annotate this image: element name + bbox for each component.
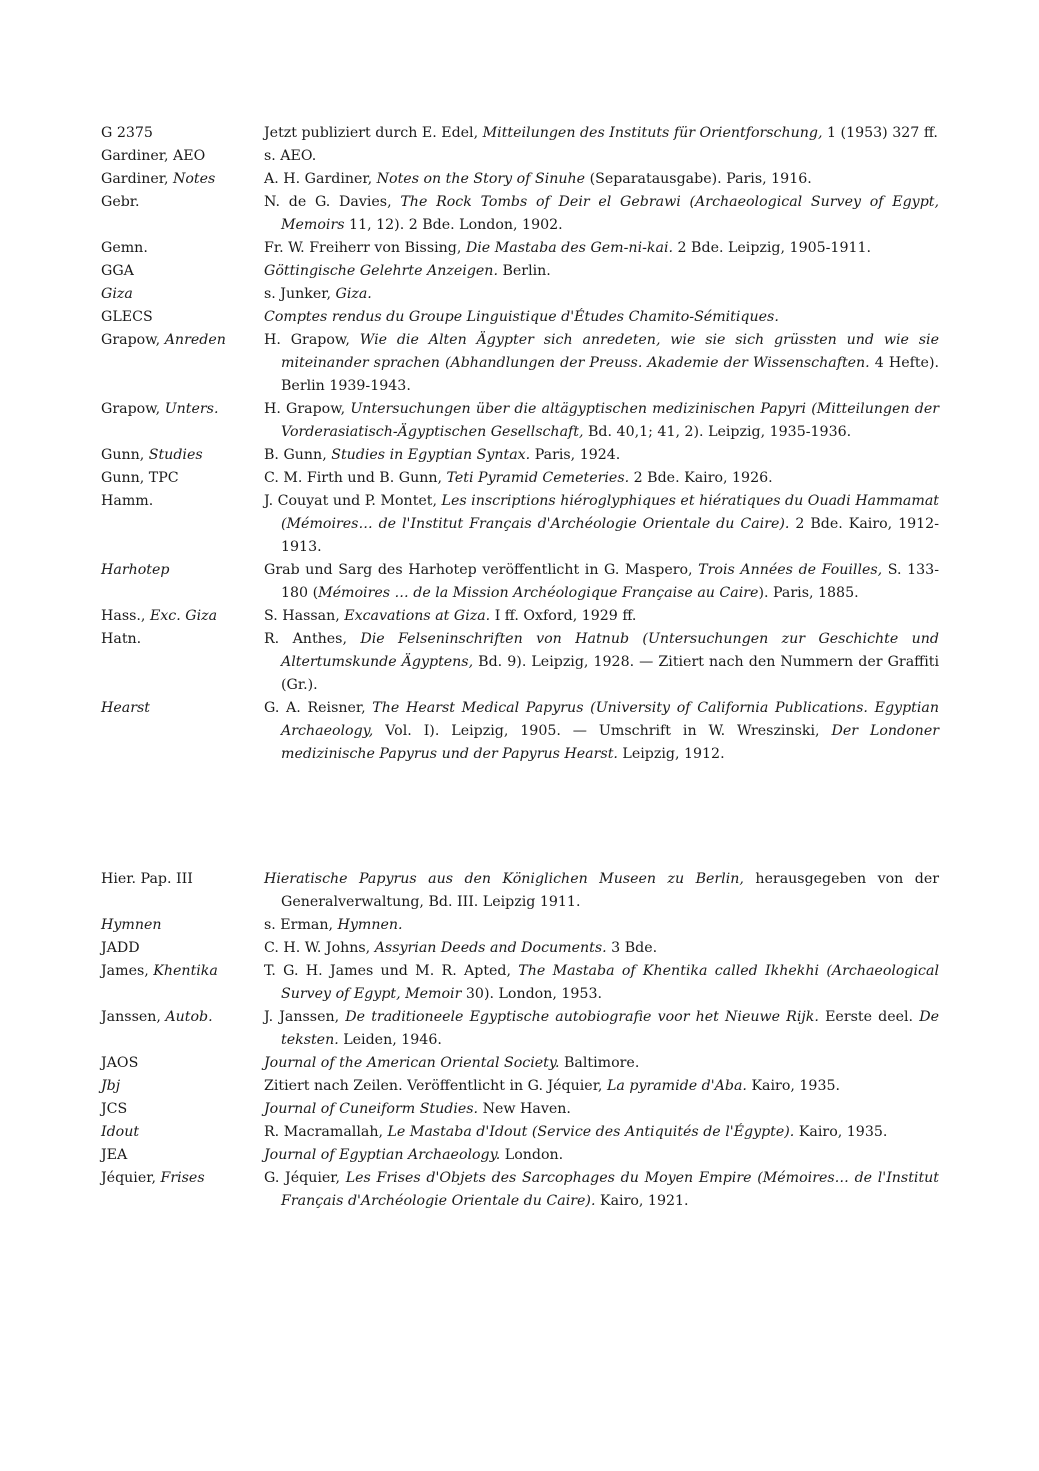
bibliography-entry (101, 490, 939, 559)
bibliography-entry (101, 1006, 939, 1052)
text-segment: James, (101, 963, 154, 979)
entry-reference (264, 145, 939, 168)
bibliography-entry (101, 559, 939, 605)
text-segment: Gemn. (101, 240, 148, 256)
bibliography-entry (101, 1121, 939, 1144)
bibliography-entry (101, 306, 939, 329)
entry-reference (264, 1144, 939, 1167)
text-segment: Janssen, (101, 1009, 166, 1025)
text-segment: Notes on the Story of Sinuhe (376, 171, 586, 187)
entry-reference (264, 191, 939, 237)
entry-abbreviation (101, 1144, 264, 1167)
bibliography-entry (101, 868, 939, 914)
bibliography-entry (101, 1167, 939, 1213)
entry-reference (264, 605, 939, 628)
text-segment: (Separatausgabe). Paris, 1916. (585, 171, 812, 187)
bibliography-entry (101, 1052, 939, 1075)
text-segment: 2 Bde. Kairo, 1926. (629, 470, 773, 486)
text-segment: Hatn. (101, 631, 142, 647)
text-segment: 11, 12). 2 Bde. London, 1902. (344, 217, 563, 233)
text-segment: 2 Bde. Kairo, 1912-1913. (281, 516, 939, 555)
entry-reference (264, 1167, 939, 1213)
text-segment: Bd. 9). Leipzig, 1928. — Zitiert nach den Nummern der Graffiti (Gr.). (281, 654, 940, 693)
entry-abbreviation (101, 605, 264, 628)
text-segment: 30). London, 1953. (461, 986, 602, 1002)
entry-reference (264, 914, 939, 937)
entry-reference (264, 168, 939, 191)
bibliography-entry (101, 398, 939, 444)
text-segment: J. Janssen, (264, 1009, 346, 1025)
text-segment: Unters. (164, 401, 219, 417)
text-segment: De traditioneele Egyptische autobiografie voor het Nieuwe Rijk. (345, 1009, 819, 1025)
entry-abbreviation (101, 1167, 264, 1213)
entry-reference (264, 960, 939, 1006)
bibliography-entry (101, 444, 939, 467)
text-segment: The Rock Tombs of Deir el Gebrawi (Archaeological Survey of Egypt, Memoirs (281, 194, 939, 233)
text-segment: Grapow, (101, 401, 165, 417)
text-segment: Giza. (335, 286, 372, 302)
text-segment: Khentika (153, 963, 218, 979)
bibliography-entry (101, 605, 939, 628)
bibliography-entry (101, 329, 939, 398)
text-segment: Jetzt publiziert durch E. Edel, (264, 125, 483, 141)
entry-reference (264, 467, 939, 490)
text-segment: Gardiner, (101, 171, 173, 187)
text-segment: B. Gunn, (264, 447, 332, 463)
entry-reference (264, 628, 939, 697)
text-segment: ). Paris, 1885. (758, 585, 859, 601)
bibliography-entry (101, 697, 939, 766)
text-segment: Gardiner, AEO (101, 148, 206, 164)
entry-reference (264, 329, 939, 398)
bibliography-entry (101, 1098, 939, 1121)
text-segment: Vol. I). Leipzig, 1905. — Umschrift in W. Wreszinski, (373, 723, 832, 739)
text-segment: Kairo, 1935. (746, 1078, 841, 1094)
text-segment: Anreden (164, 332, 226, 348)
text-segment: Les inscriptions hiéroglyphiques et hiératiques du Ouadi Hammamat (Mémoires… de l'Institut Français d'Archéologie Orientale du Caire). (281, 493, 939, 532)
text-segment: Studies (148, 447, 203, 463)
text-segment: Fr. W. Freiherr von Bissing, (264, 240, 466, 256)
entry-abbreviation (101, 122, 264, 145)
entry-abbreviation (101, 398, 264, 444)
text-segment: Kairo, 1921. (595, 1193, 689, 1209)
entry-abbreviation (101, 145, 264, 168)
entry-abbreviation (101, 559, 264, 605)
text-segment: 3 Bde. (606, 940, 658, 956)
text-segment: R. Anthes, (264, 631, 361, 647)
text-segment: Die Mastaba des Gem-ni-kai. (465, 240, 674, 256)
abbreviation-list-block-2 (101, 868, 939, 1213)
text-segment: Baltimore. (559, 1055, 640, 1071)
text-segment: G. A. Reisner, (264, 700, 373, 716)
text-segment: S. 133-180 ( (281, 562, 939, 601)
text-segment: Hass., (101, 608, 150, 624)
text-segment: London. (500, 1147, 564, 1163)
text-segment: Hearst (101, 700, 150, 716)
text-segment: Grapow, (101, 332, 165, 348)
text-segment: Der Londoner medizinische Papyrus und der Papyrus Hearst. (281, 723, 939, 762)
bibliography-entry (101, 283, 939, 306)
text-segment: Leiden, 1946. (338, 1032, 442, 1048)
text-segment: 4 Hefte). Berlin 1939-1943. (281, 355, 939, 394)
text-segment: Leipzig, 1912. (617, 746, 725, 762)
text-segment: Gebr. (101, 194, 140, 210)
abbreviation-list-block-1 (101, 122, 939, 766)
text-segment: 1 (1953) 327 ff. (822, 125, 938, 141)
entry-reference (264, 490, 939, 559)
text-segment: Idout (101, 1124, 140, 1140)
text-segment: H. Grapow, (264, 332, 360, 348)
text-segment: Studies in Egyptian Syntax. (331, 447, 531, 463)
text-segment: Trois Années de Fouilles, (698, 562, 883, 578)
text-segment: Mitteilungen des Instituts für Orientforschung, (482, 125, 823, 141)
entry-reference (264, 260, 939, 283)
text-segment: Die Felseninschriften von Hatnub (Untersuchungen zur Geschichte und Altertumskunde Ägyptens, (281, 631, 939, 670)
text-segment: J. Couyat und P. Montet, (264, 493, 442, 509)
entry-abbreviation (101, 237, 264, 260)
text-segment: Paris, 1924. (530, 447, 621, 463)
text-segment: Assyrian Deeds and Documents. (374, 940, 607, 956)
bibliography-entry (101, 168, 939, 191)
text-segment: s. AEO. (264, 148, 317, 164)
text-segment: Journal of Egyptian Archaeology. (264, 1147, 501, 1163)
bibliography-entry (101, 960, 939, 1006)
bibliography-entry (101, 191, 939, 237)
text-segment: Hymnen. (337, 917, 403, 933)
text-segment: G 2375 (101, 125, 153, 141)
entry-reference (264, 122, 939, 145)
text-segment: De teksten. (281, 1009, 939, 1048)
text-segment: T. G. H. James und M. R. Apted, (264, 963, 519, 979)
text-segment: Journal of the American Oriental Society. (264, 1055, 560, 1071)
text-segment: Mémoires … de la Mission Archéologique Française au Caire (318, 585, 759, 601)
entry-abbreviation (101, 329, 264, 398)
text-segment: Journal of Cuneiform Studies. (264, 1101, 479, 1117)
text-segment: 2 Bde. Leipzig, 1905-1911. (673, 240, 872, 256)
entry-abbreviation (101, 444, 264, 467)
text-segment: Hier. Pap. III (101, 871, 193, 887)
entry-abbreviation (101, 283, 264, 306)
entry-reference (264, 1121, 939, 1144)
entry-abbreviation (101, 191, 264, 237)
text-segment: Comptes rendus du Groupe Linguistique d'Études Chamito-Sémitiques. (264, 309, 779, 325)
entry-abbreviation (101, 168, 264, 191)
text-segment: New Haven. (478, 1101, 571, 1117)
entry-reference (264, 237, 939, 260)
entry-abbreviation (101, 306, 264, 329)
text-segment: Le Mastaba d'Idout (Service des Antiquités de l'Égypte). (387, 1124, 795, 1140)
text-segment: N. de G. Davies, (264, 194, 401, 210)
text-segment: Hymnen (101, 917, 162, 933)
text-segment: Gunn, TPC (101, 470, 179, 486)
entry-reference (264, 1006, 939, 1052)
text-segment: Untersuchungen über die altägyptischen medizinischen Papyri (Mitteilungen der Vorderasiatisch-Ägyptischen Gesellschaft, (281, 401, 939, 440)
text-segment: Harhotep (101, 562, 170, 578)
text-segment: Grab und Sarg des Harhotep veröffentlicht in G. Maspero, (264, 562, 699, 578)
entry-abbreviation (101, 960, 264, 1006)
text-segment: herausgegeben von der Generalverwaltung, Bd. III. Leipzig 1911. (281, 871, 940, 910)
text-segment: H. Grapow, (264, 401, 351, 417)
bibliography-entry (101, 1144, 939, 1167)
text-segment: The Hearst Medical Papyrus (University of California Publications. Egyptian Archaeology, (281, 700, 939, 739)
text-segment: Eerste deel. (818, 1009, 920, 1025)
entry-reference (264, 697, 939, 766)
text-segment: JAOS (101, 1055, 139, 1071)
entry-abbreviation (101, 1098, 264, 1121)
entry-abbreviation (101, 1052, 264, 1075)
bibliography-entry (101, 122, 939, 145)
bibliography-entry (101, 237, 939, 260)
text-segment: Jéquier, (101, 1170, 161, 1186)
text-segment: C. H. W. Johns, (264, 940, 375, 956)
text-segment: A. H. Gardiner, (264, 171, 377, 187)
entry-abbreviation (101, 937, 264, 960)
text-segment: JEA (101, 1147, 128, 1163)
text-segment: The Mastaba of Khentika called Ikhekhi (Archaeological Survey of Egypt, Memoir (281, 963, 939, 1002)
text-segment: Autob. (165, 1009, 213, 1025)
text-segment: GLECS (101, 309, 153, 325)
entry-abbreviation (101, 914, 264, 937)
entry-reference (264, 1052, 939, 1075)
text-segment: s. Junker, (264, 286, 336, 302)
text-segment: Exc. Giza (149, 608, 218, 624)
entry-reference (264, 937, 939, 960)
text-segment: I ff. Oxford, 1929 ff. (490, 608, 637, 624)
entry-abbreviation (101, 490, 264, 559)
bibliography-entry (101, 145, 939, 168)
text-segment: Zitiert nach Zeilen. Veröffentlicht in G. Jéquier, (264, 1078, 607, 1094)
entry-abbreviation (101, 1075, 264, 1098)
text-segment: JADD (101, 940, 140, 956)
entry-reference (264, 444, 939, 467)
text-segment: Giza (101, 286, 133, 302)
entry-reference (264, 868, 939, 914)
text-segment: Teti Pyramid Cemeteries. (446, 470, 630, 486)
text-segment: Hieratische Papyrus aus den Königlichen Museen zu Berlin, (264, 871, 744, 887)
bibliography-entry (101, 1075, 939, 1098)
text-segment: JCS (101, 1101, 128, 1117)
text-segment: Les Frises d'Objets des Sarcophages du Moyen Empire (Mémoires… de l'Institut Français d'Archéologie Orientale du Caire). (281, 1170, 939, 1209)
bibliography-entry (101, 260, 939, 283)
bibliography-entry (101, 937, 939, 960)
bibliography-entry (101, 467, 939, 490)
entry-reference (264, 306, 939, 329)
entry-abbreviation (101, 697, 264, 766)
text-segment: Hamm. (101, 493, 154, 509)
entry-reference (264, 1075, 939, 1098)
entry-abbreviation (101, 467, 264, 490)
entry-reference (264, 283, 939, 306)
entry-reference (264, 559, 939, 605)
text-segment: G. Jéquier, (264, 1170, 346, 1186)
text-segment: Bd. 40,1; 41, 2). Leipzig, 1935-1936. (583, 424, 852, 440)
text-segment: s. Erman, (264, 917, 338, 933)
entry-abbreviation (101, 1006, 264, 1052)
text-segment: Gunn, (101, 447, 149, 463)
text-segment: R. Macramallah, (264, 1124, 388, 1140)
text-segment: Göttingische Gelehrte Anzeigen. (264, 263, 498, 279)
entry-reference (264, 1098, 939, 1121)
entry-abbreviation (101, 1121, 264, 1144)
text-segment: Jbj (101, 1078, 121, 1094)
text-segment: S. Hassan, (264, 608, 345, 624)
text-segment: Frises (160, 1170, 205, 1186)
text-segment: Kairo, 1935. (794, 1124, 888, 1140)
text-segment: Berlin. (497, 263, 551, 279)
text-segment: La pyramide d'Aba. (606, 1078, 747, 1094)
entry-abbreviation (101, 868, 264, 914)
entry-abbreviation (101, 260, 264, 283)
text-segment: GGA (101, 263, 134, 279)
entry-reference (264, 398, 939, 444)
entry-abbreviation (101, 628, 264, 697)
bibliography-entry (101, 914, 939, 937)
bibliography-entry (101, 628, 939, 697)
text-segment: Notes (172, 171, 216, 187)
text-segment: C. M. Firth und B. Gunn, (264, 470, 447, 486)
text-segment: Wie die Alten Ägypter sich anredeten, wie sie sich grüssten und wie sie miteinander sprachen (Abhandlungen der Preuss. Akademie der Wissenschaften. (281, 332, 939, 371)
text-segment: Excavations at Giza. (344, 608, 491, 624)
